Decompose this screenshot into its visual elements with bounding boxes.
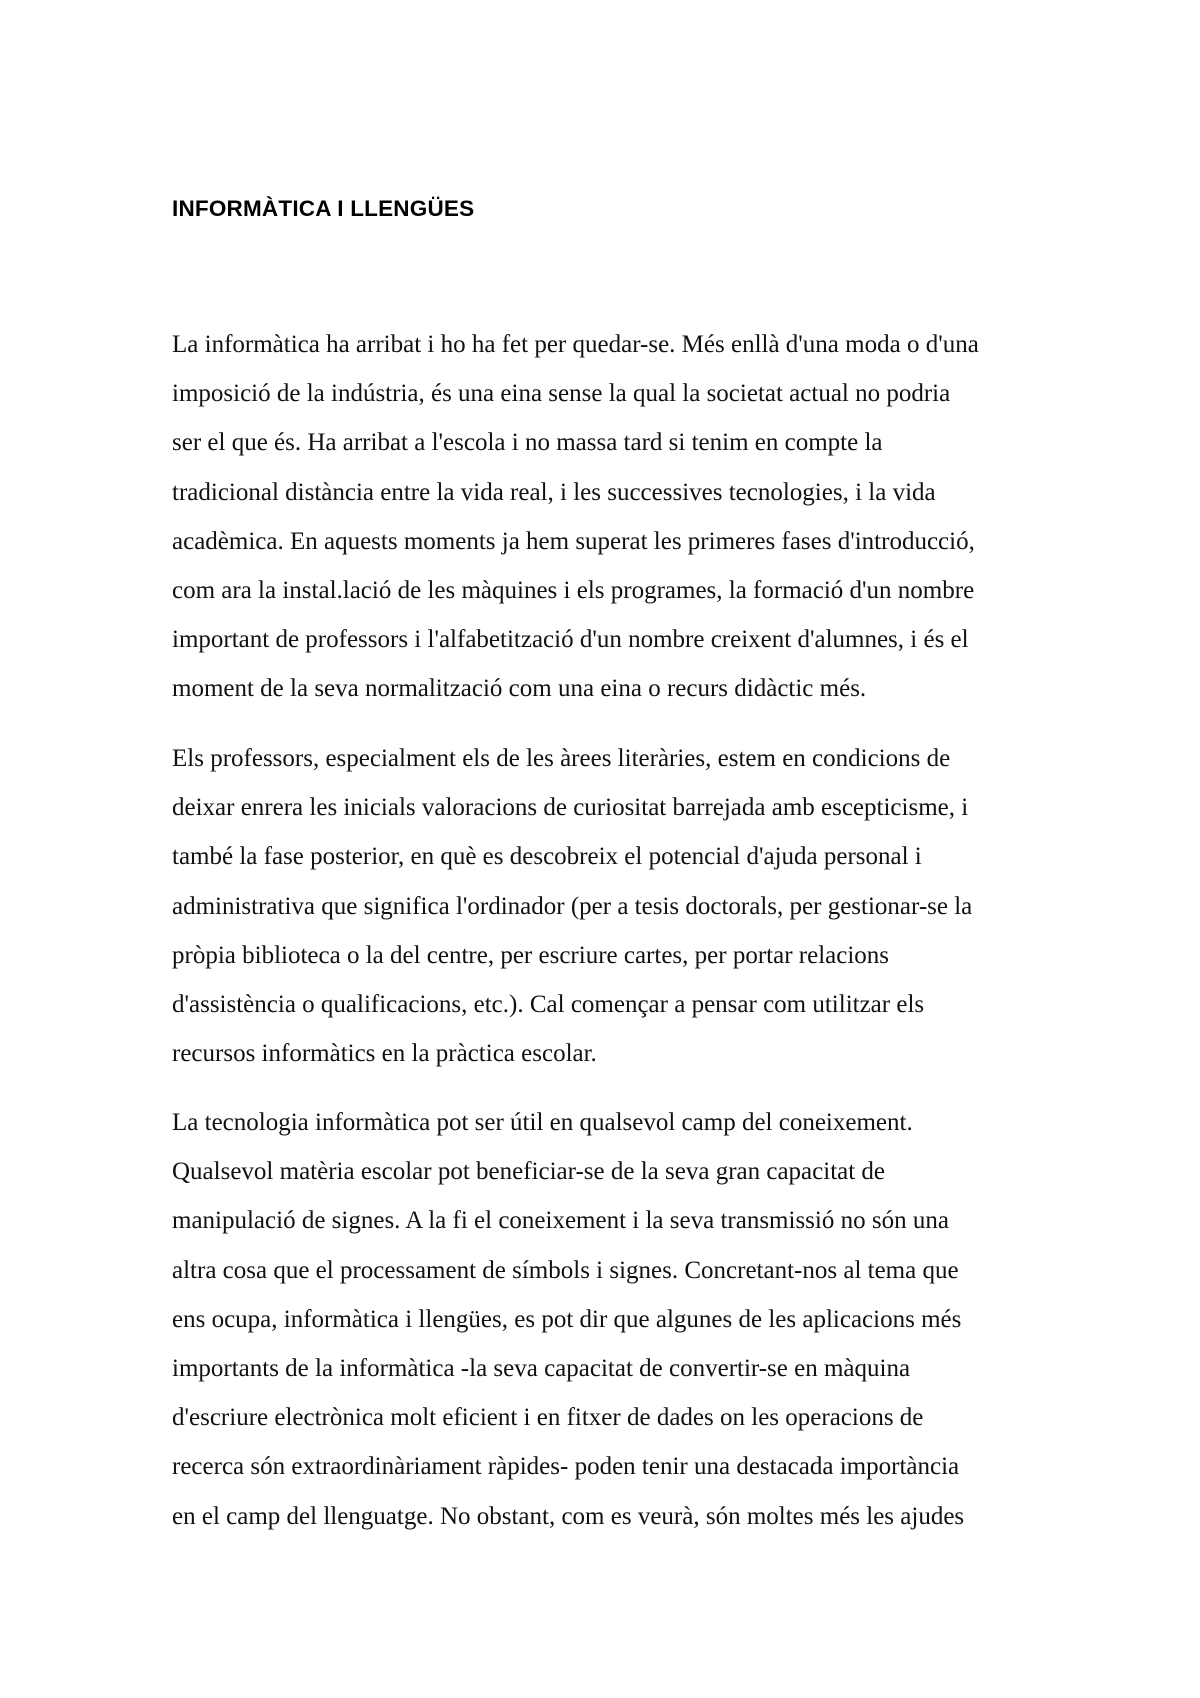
document-title: INFORMÀTICA I LLENGÜES xyxy=(172,196,475,221)
text-line: La informàtica ha arribat i ho ha fet per quedar-se. Més enllà d'una moda o d'una xyxy=(172,331,979,358)
text-line: important de professors i l'alfabetització d'un nombre creixent d'alumnes, i és el xyxy=(172,626,969,654)
text-line: altra cosa que el processament de símbols i signes. Concretant-nos al tema que xyxy=(172,1256,959,1284)
text-line: Els professors, especialment els de les àrees literàries, estem en condicions de xyxy=(172,745,951,772)
text-line: ser el que és. Ha arribat a l'escola i no massa tard si tenim en compte la xyxy=(172,429,883,457)
text-line: ens ocupa, informàtica i llengües, es pot dir que algunes de les aplicacions més xyxy=(172,1305,962,1333)
text-line: imposició de la indústria, és una eina sense la qual la societat actual no podria xyxy=(172,380,951,408)
text-line: també la fase posterior, en què es descobreix el potencial d'ajuda personal i xyxy=(172,843,922,871)
text-line: La tecnologia informàtica pot ser útil en qualsevol camp del coneixement. xyxy=(172,1109,913,1136)
text-line: pròpia biblioteca o la del centre, per escriure cartes, per portar relacions xyxy=(172,941,890,969)
paragraph-3 xyxy=(172,1098,1112,1541)
text-line: administrativa que significa l'ordinador (per a tesis doctorals, per gestionar-se la xyxy=(172,892,973,920)
paragraph-1 xyxy=(172,320,1112,714)
text-line: manipulació de signes. A la fi el coneixement i la seva transmissió no són una xyxy=(172,1207,949,1235)
text-line: recerca són extraordinàriament ràpides- poden tenir una destacada importància xyxy=(172,1453,960,1481)
text-line: Qualsevol matèria escolar pot beneficiar-se de la seva gran capacitat de xyxy=(172,1158,886,1186)
paragraph-2 xyxy=(172,734,1112,1078)
text-line: deixar enrera les inicials valoracions de curiositat barrejada amb escepticisme, i xyxy=(172,794,969,822)
text-line: acadèmica. En aquests moments ja hem superat les primeres fases d'introducció, xyxy=(172,527,975,555)
text-line: com ara la instal.lació de les màquines i els programes, la formació d'un nombre xyxy=(172,576,975,604)
text-line: moment de la seva normalització com una eina o recurs didàctic més. xyxy=(172,675,867,703)
text-line: d'assistència o qualificacions, etc.). Cal començar a pensar com utilitzar els xyxy=(172,990,925,1018)
text-line: recursos informàtics en la pràctica escolar. xyxy=(172,1040,597,1068)
text-line: importants de la informàtica -la seva capacitat de convertir-se en màquina xyxy=(172,1354,911,1382)
text-line: en el camp del llenguatge. No obstant, com es veurà, són moltes més les ajudes xyxy=(172,1502,965,1530)
text-line: tradicional distància entre la vida real, i les successives tecnologies, i la vida xyxy=(172,478,936,506)
text-line: d'escriure electrònica molt eficient i en fitxer de dades on les operacions de xyxy=(172,1404,924,1432)
